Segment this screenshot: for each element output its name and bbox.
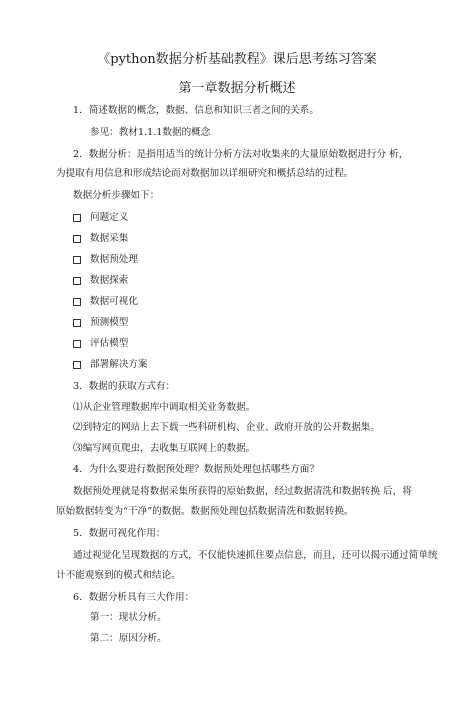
step-item: 问题定义 bbox=[90, 212, 129, 223]
question-3-item: ⑶编写网页爬虫，去收集互联网上的数据。 bbox=[73, 443, 256, 454]
checkbox-icon bbox=[73, 319, 81, 327]
question-5-answer-line-2: 计不能观察到的模式和结论。 bbox=[56, 570, 181, 581]
question-4: 4．为什么要进行数据预处理？数据预处理包括哪些方面？ bbox=[73, 464, 319, 475]
question-3: 3．数据的获取方式有： bbox=[73, 381, 176, 392]
step-item: 评估模型 bbox=[90, 338, 129, 349]
question-1-reference: 参见：教材1.1.1数据的概念 bbox=[90, 127, 211, 138]
checkbox-icon bbox=[73, 340, 81, 348]
question-2-line-2: 为提取有用信息和形成结论而对数据加以详细研究和概括总结的过程。 bbox=[56, 168, 354, 179]
checkbox-icon bbox=[73, 361, 81, 369]
checkbox-icon bbox=[73, 298, 81, 306]
document-title: 《python数据分析基础教程》课后思考练习答案 bbox=[97, 52, 377, 67]
question-1: 1．简述数据的概念，数据、信息和知识三者之间的关系。 bbox=[73, 105, 319, 116]
step-item: 部署解决方案 bbox=[90, 359, 148, 370]
question-2-line-1: 2．数据分析：是指用适当的统计分析方法对收集来的大量原始数据进行分 析， bbox=[73, 149, 409, 160]
step-item: 数据可视化 bbox=[90, 296, 138, 307]
question-6: 6．数据分析具有三大作用： bbox=[73, 592, 195, 603]
question-6-item: 第二：原因分析。 bbox=[90, 633, 167, 644]
chapter-heading: 第一章数据分析概述 bbox=[178, 81, 296, 96]
steps-intro: 数据分析步骤如下： bbox=[73, 190, 160, 201]
step-item: 数据采集 bbox=[90, 233, 129, 244]
question-5-answer-line-1: 通过视觉化呈现数据的方式，不仅能快速抓住要点信息，而且，还可以揭示通过简单统 bbox=[73, 550, 438, 561]
question-3-item: ⑵到特定的网站上去下载一些科研机构、企业、政府开放的公开数据集。 bbox=[73, 422, 380, 433]
checkbox-icon bbox=[73, 277, 81, 285]
step-item: 数据预处理 bbox=[90, 254, 138, 265]
question-5: 5．数据可视化作用： bbox=[73, 528, 166, 539]
step-item: 数据探索 bbox=[90, 275, 129, 286]
question-4-answer-line-1: 数据预处理就是将数据采集所获得的原始数据，经过数据清洗和数据转换 后，将 bbox=[73, 486, 412, 497]
checkbox-icon bbox=[73, 256, 81, 264]
step-item: 预测模型 bbox=[90, 317, 129, 328]
checkbox-icon bbox=[73, 214, 81, 222]
question-3-item: ⑴从企业管理数据库中调取相关业务数据。 bbox=[73, 402, 256, 413]
question-6-item: 第一：现状分析。 bbox=[90, 612, 167, 623]
question-4-answer-line-2: 原始数据转变为“干净”的数据。数据预处理包括数据清洗和数据转换。 bbox=[56, 506, 354, 517]
checkbox-icon bbox=[73, 235, 81, 243]
